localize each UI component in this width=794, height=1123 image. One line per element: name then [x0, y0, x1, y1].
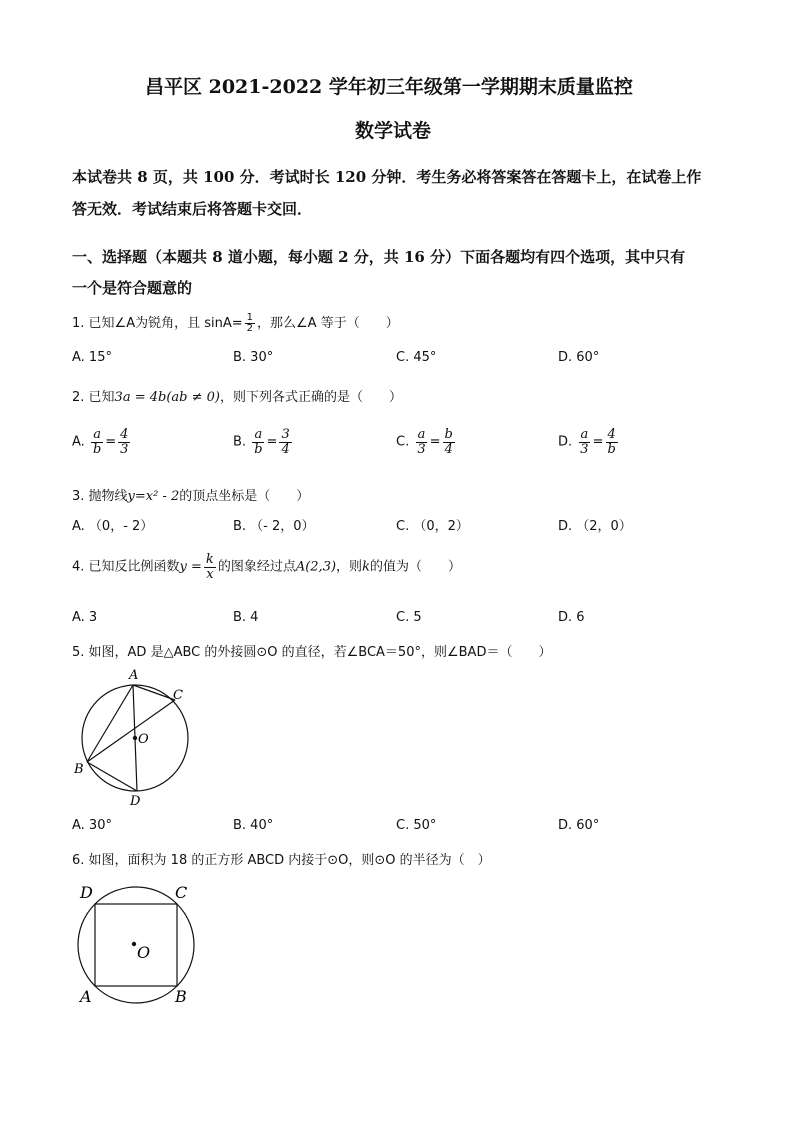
question-1-option-b[interactable]: B. 30°	[233, 350, 274, 365]
option-right-fraction	[605, 428, 617, 456]
fraction-numerator: 4	[120, 427, 129, 442]
center-point	[133, 736, 137, 740]
question-4-mid2: ，则	[336, 559, 363, 575]
question-5-option-b[interactable]: B. 40°	[233, 818, 274, 833]
exam-title: 昌平区 2021-2022 学年初三年级第一学期期末质量监控	[145, 76, 633, 98]
question-4-option-d[interactable]: D. 6	[558, 610, 585, 625]
question-4-option-b[interactable]: B. 4	[233, 610, 259, 625]
question-4-option-a[interactable]: A. 3	[72, 610, 98, 625]
label-c: C	[173, 688, 183, 703]
question-3-prefix: 3. 抛物线	[72, 489, 128, 504]
fraction-denominator: 3	[417, 441, 426, 457]
label-b: B	[74, 762, 84, 777]
section-heading-line-2: 一个是符合题意的	[72, 279, 193, 297]
intro-line-2: 答无效．考试结束后将答题卡交回．	[72, 200, 313, 218]
option-letter: C.	[396, 434, 410, 450]
question-3-option-b[interactable]: B. （- 2，0）	[233, 519, 315, 534]
option-left-fraction	[415, 428, 427, 456]
label-d: D	[130, 794, 141, 807]
question-4	[72, 553, 461, 581]
question-2	[72, 386, 402, 405]
option-left-fraction	[91, 428, 103, 456]
label-b: B	[175, 987, 187, 1006]
question-4-fraction	[204, 553, 216, 581]
fraction-denominator: 2	[246, 323, 254, 334]
question-4-point: A(2,3)	[295, 559, 337, 575]
fraction-denominator: b	[92, 441, 102, 457]
segment-ab	[87, 685, 133, 762]
question-5-option-c[interactable]: C. 50°	[396, 818, 437, 833]
fraction-numerator: 4	[607, 427, 616, 442]
option-right-fraction	[279, 428, 291, 456]
question-6: 6. 如图，面积为 18 的正方形 ABCD 内接于⊙O，则⊙O 的半径为（ ）	[72, 853, 491, 868]
fraction-numerator: a	[580, 427, 589, 442]
question-6-figure	[70, 880, 210, 1010]
question-2-option-a[interactable]: A. $\frac{a}{b}$ = $\frac{4}{3}$	[72, 427, 129, 457]
inscribed-square	[95, 904, 177, 986]
option-left-fraction	[252, 428, 264, 456]
label-a: A	[80, 987, 92, 1006]
fraction-denominator: b	[607, 441, 616, 457]
question-1-fraction	[245, 313, 255, 335]
question-5-figure	[70, 667, 200, 807]
option-left-fraction	[578, 428, 590, 456]
label-o: O	[137, 943, 151, 962]
label-d: D	[80, 883, 93, 902]
fraction-numerator: a	[93, 427, 101, 442]
question-1-option-d[interactable]: D. 60°	[558, 350, 600, 365]
option-letter: A.	[72, 434, 85, 450]
fraction-numerator: a	[417, 427, 426, 442]
question-4-mid: 的图象经过点	[217, 559, 296, 575]
fraction-denominator: x	[206, 566, 214, 582]
label-a: A	[129, 668, 139, 683]
option-right-fraction	[443, 428, 455, 456]
question-4-y: y =	[179, 559, 202, 575]
question-3-option-a[interactable]: A. （0，- 2）	[72, 519, 154, 534]
fraction-numerator: a	[254, 427, 263, 442]
fraction-numerator: b	[444, 427, 453, 442]
fraction-denominator: 3	[120, 441, 129, 457]
fraction-denominator: 4	[444, 441, 453, 457]
question-1-option-c[interactable]: C. 45°	[396, 350, 437, 365]
fraction-denominator: 4	[281, 441, 290, 457]
fraction-numerator: k	[205, 552, 214, 567]
question-5: 5. 如图，AD 是△ABC 的外接圆⊙O 的直径，若∠BCA＝50°，则∠BAD＝（ ）	[72, 645, 552, 660]
fraction-numerator: 3	[281, 427, 290, 442]
label-c: C	[175, 883, 188, 902]
question-3-option-d[interactable]: D. （2，0）	[558, 519, 632, 534]
question-4-k: k	[362, 559, 370, 575]
question-2-expression: 3a = 4b(ab ≠ 0)	[114, 390, 220, 405]
fraction-numerator: 1	[246, 311, 254, 323]
question-1-option-a[interactable]: A. 15°	[72, 350, 112, 365]
question-3-expression: y=x² - 2	[127, 489, 180, 504]
question-3-option-c[interactable]: C. （0，2）	[396, 519, 469, 534]
question-3-suffix: 的顶点坐标是（ ）	[179, 489, 310, 504]
intro-line-1: 本试卷共 8 页，共 100 分．考试时长 120 分钟．考生务必将答案答在答题卡上，在试卷上作	[72, 168, 702, 186]
fraction-denominator: 3	[580, 441, 589, 457]
question-4-option-c[interactable]: C. 5	[396, 610, 422, 625]
question-1-suffix: ，那么∠A 等于（ ）	[257, 316, 399, 331]
fraction-denominator: b	[254, 441, 263, 457]
subject-title: 数学试卷	[355, 120, 432, 142]
question-4-suffix: 的值为（ ）	[369, 559, 461, 575]
section-heading-line-1: 一、选择题（本题共 8 道小题，每小题 2 分，共 16 分）下面各题均有四个选项，其中只有	[72, 248, 686, 266]
question-1-prefix: 1. 已知∠A为锐角，且 sinA=	[72, 316, 243, 331]
question-2-prefix: 2. 已知	[72, 390, 115, 405]
question-4-prefix: 4. 已知反比例函数	[72, 559, 180, 575]
segment-bc	[87, 700, 175, 762]
question-1	[72, 312, 399, 335]
option-letter: B.	[233, 434, 247, 450]
label-o: O	[138, 732, 149, 747]
question-5-option-d[interactable]: D. 60°	[558, 818, 600, 833]
segment-ac	[133, 685, 175, 700]
question-2-option-c[interactable]: C. $\frac{a}{3}$ = $\frac{b}{4}$	[396, 427, 453, 457]
question-3	[72, 485, 309, 504]
question-2-option-b[interactable]: B. $\frac{a}{b}$ = $\frac{3}{4}$	[233, 427, 290, 457]
option-right-fraction	[118, 428, 130, 456]
segment-bd	[87, 762, 137, 791]
option-letter: D.	[558, 434, 573, 450]
question-2-suffix: ，则下列各式正确的是（ ）	[219, 390, 402, 405]
question-5-option-a[interactable]: A. 30°	[72, 818, 112, 833]
center-point	[132, 942, 136, 946]
question-2-option-d[interactable]: D. $\frac{a}{3}$ = $\frac{4}{b}$	[558, 427, 616, 457]
